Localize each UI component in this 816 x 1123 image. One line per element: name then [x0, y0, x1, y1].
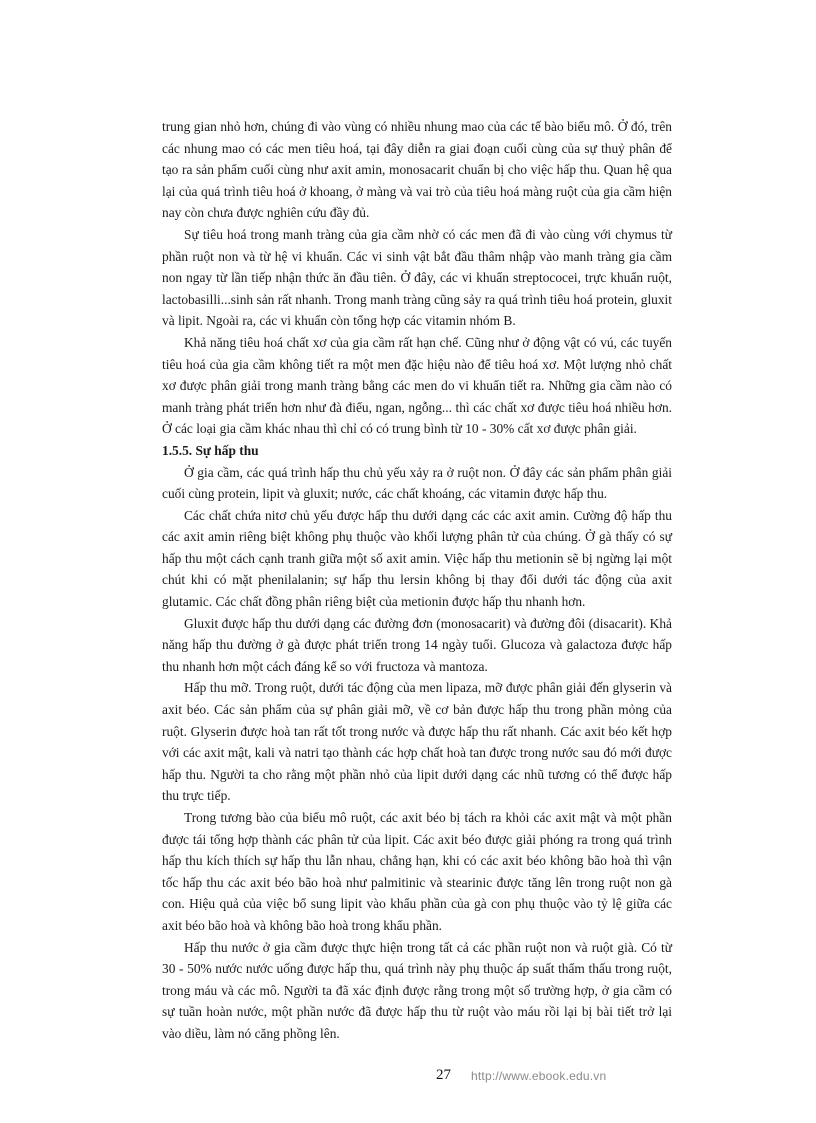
page-number: 27	[436, 1067, 451, 1083]
paragraph-9: Hấp thu nước ở gia cầm được thực hiện trong tất cả các phần ruột non và ruột già. Có từ 30 - 50% nước nước uống được hấp thu, quá trình này phụ thuộc áp suất thẩm thấu trong ruột, trong máu và các mô. Người ta đã xác định được rằng trong một số trường hợp, ở gia cầm có sự tuần hoàn nước, một phần nước đã được hấp thu từ ruột vào máu rồi lại bị bài tiết trở lại vào diều, làm nó căng phồng lên.	[162, 939, 672, 1041]
page-footer	[0, 1067, 816, 1087]
paragraph-4: Ở gia cầm, các quá trình hấp thu chủ yếu xảy ra ở ruột non. Ở đây các sản phẩm phân giải cuối cùng protein, lipit và gluxit; nước, các chất khoáng, các vitamin được hấp thu.	[162, 464, 672, 502]
paragraph-5: Các chất chứa nitơ chủ yếu được hấp thu dưới dạng các các axit amin. Cường độ hấp thu các axit amin riêng biệt không phụ thuộc vào khối lượng phân tử của chúng. Ở gà thấy có sự hấp thu một cách cạnh tranh giữa một số axit amin. Việc hấp thu metionin sẽ bị ngừng lại một chút khi có mặt phenilalanin; sự hấp thu lersin không bị thay đổi dưới tác động của axit glutamic. Các chất đồng phân riêng biệt của metionin được hấp thu nhanh hơn.	[162, 507, 672, 610]
page-body	[162, 116, 672, 1045]
paragraph-3: Khả năng tiêu hoá chất xơ của gia cầm rất hạn chế. Cũng như ở động vật có vú, các tuyến tiêu hoá của gia cầm không tiết ra một men đặc hiệu nào để tiêu hoá xơ. Một lượng nhỏ chất xơ được phân giải trong manh tràng bằng các men do vi khuẩn tiết ra. Những gia cầm nào có manh tràng phát triển hơn như đà điểu, ngan, ngỗng... thì các chất xơ được tiêu hoá nhiều hơn. Ở các loại gia cầm khác nhau thì chỉ có có trung bình từ 10 - 30% cất xơ được phân giải.	[162, 334, 672, 437]
paragraph-1: trung gian nhỏ hơn, chúng đi vào vùng có nhiều nhung mao của các tế bào biểu mô. Ở đó, trên các nhung mao có các men tiêu hoá, tại đây diễn ra giai đoạn cuối cùng của sự thuỷ phân để tạo ra sản phẩm cuối cùng như axit amin, monosacarit chuẩn bị cho việc hấp thu. Quan hệ qua lại của quá trình tiêu hoá ở khoang, ở màng và vai trò của tiêu hoá màng ruột của gia cầm hiện nay còn chưa được nghiên cứu đầy đủ.	[162, 119, 672, 221]
paragraph-6: Gluxit được hấp thu dưới dạng các đường đơn (monosacarit) và đường đôi (disacarit). Khả năng hấp thu đường ở gà được phát triển trong 14 ngày tuổi. Glucoza và galactoza được hấp thu nhanh hơn một cách đáng kể so với fructoza và mantoza.	[162, 615, 672, 674]
footer-url[interactable]: http://www.ebook.edu.vn	[471, 1069, 607, 1083]
paragraph-8: Trong tương bào của biểu mô ruột, các axit béo bị tách ra khỏi các axit mật và một phần được tái tổng hợp thành các phân tử của lipit. Các axit béo được giải phóng ra trong quá trình hấp thu kích thích sự hấp thu lẫn nhau, chẳng hạn, khi có các axit béo không bão hoà thì vận tốc hấp thu các axit béo bão hoà như palmitinic và stearinic được tăng lên trong ruột non gà con. Hiệu quả của việc bổ sung lipit vào khẩu phần của gà con phụ thuộc vào tỷ lệ giữa các axit béo bão hoà và không bão hoà trong khẩu phần.	[162, 810, 672, 933]
section-heading: 1.5.5. Sự hấp thu	[162, 442, 259, 458]
paragraph-7: Hấp thu mỡ. Trong ruột, dưới tác động của men lipaza, mỡ được phân giải đến glyserin và axit béo. Các sản phẩm của sự phân giải mỡ, về cơ bản được hấp thu trong phần mỏng của ruột. Glyserin được hoà tan rất tốt trong nước và được hấp thu rất nhanh. Các axit béo kết hợp với các axit mật, kali và natri tạo thành các hợp chất hoà tan được trong nước sau đó mới được hấp thu. Người ta cho rằng một phần nhỏ của lipit dưới dạng các nhũ tương có thể được hấp thu trực tiếp.	[162, 680, 672, 804]
paragraph-2: Sự tiêu hoá trong manh tràng của gia cầm nhờ có các men đã đi vào cùng với chymus từ phần ruột non và từ hệ vi khuẩn. Các vi sinh vật bắt đầu thâm nhập vào manh tràng gia cầm non ngay từ lần tiếp nhận thức ăn đầu tiên. Ở đây, các vi khuẩn streptococei, trực khuẩn ruột, lactobasilli...sinh sản rất nhanh. Trong manh tràng cũng sảy ra quá trình tiêu hoá protein, gluxit và lipit. Ngoài ra, các vi khuẩn còn tổng hợp các vitamin nhóm B.	[162, 226, 672, 329]
